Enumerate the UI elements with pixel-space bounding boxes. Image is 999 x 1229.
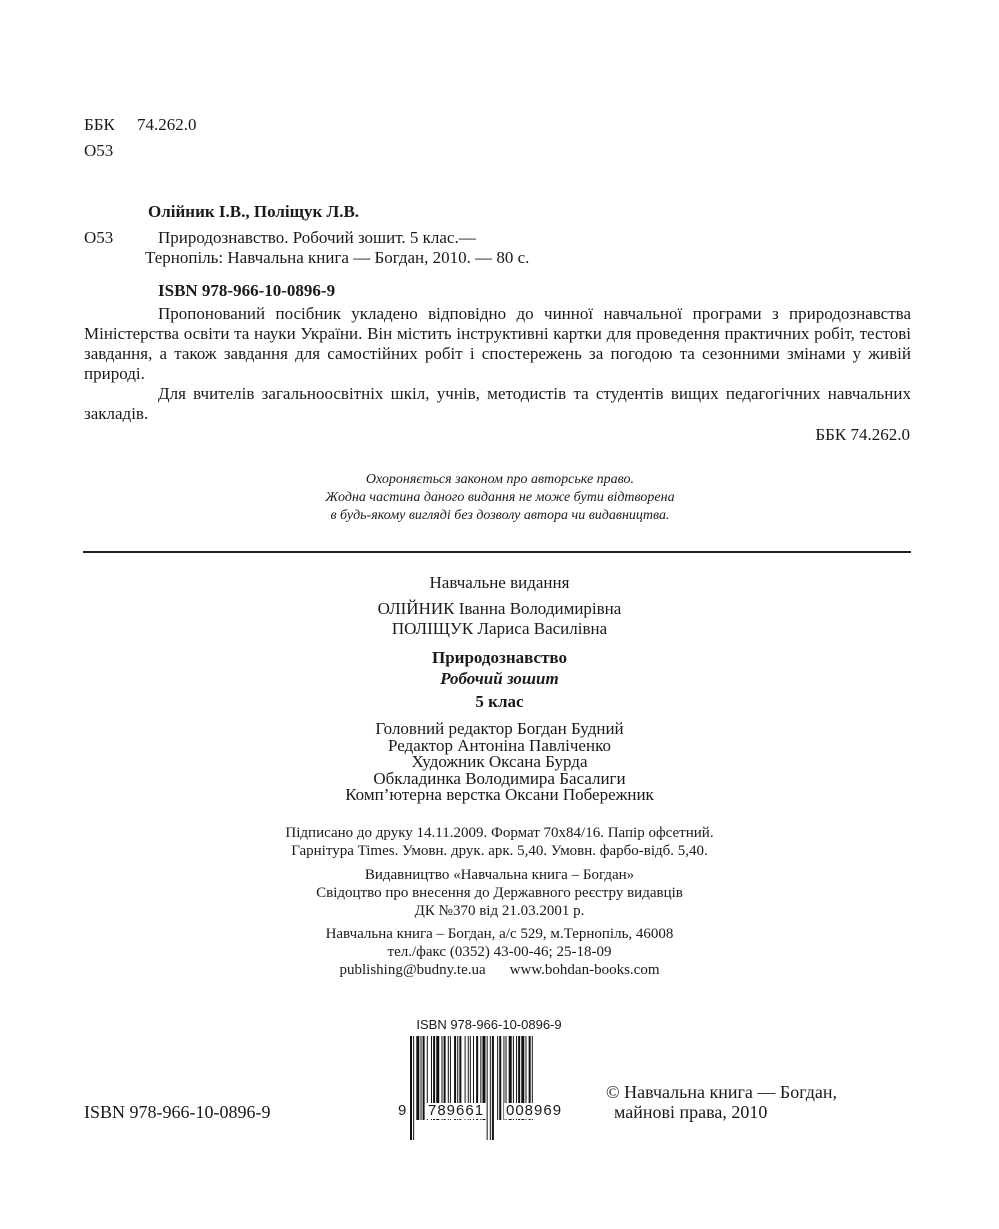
- print-info-1: Підписано до друку 14.11.2009. Формат 70х84/16. Папір офсетний.: [285, 825, 714, 841]
- book-grade: 5 клас: [475, 692, 524, 711]
- copyright-notice: Охороняється законом про авторське право. Жодна частина даного видання не може бути відтворена в будь-якому вигляді без дозволу автора чи видавництва.: [325, 472, 675, 523]
- phone: тел./факс (0352) 43-00-46; 25-18-09: [387, 944, 612, 960]
- catalog-publication: Тернопіль: Навчальна книга — Богдан, 2010. — 80 с.: [145, 248, 530, 267]
- divider: [83, 551, 911, 553]
- copyright-line-1: © Навчальна книга — Богдан,: [606, 1082, 837, 1102]
- staff-layout: Комп’ютерна верстка Оксани Побережник: [345, 785, 654, 804]
- email-link[interactable]: publishing@budny.te.ua: [339, 962, 486, 978]
- registry-1: Свідоцтво про внесення до Державного реєстру видавців: [316, 885, 683, 901]
- book-subtitle: Робочий зошит: [440, 669, 559, 688]
- catalog-isbn: ISBN 978-966-10-0896-9: [158, 281, 336, 300]
- author-code: О53: [84, 141, 114, 160]
- staff-chief-editor: Головний редактор Богдан Будний: [375, 719, 624, 738]
- barcode-bar-1: [413, 1036, 414, 1140]
- staff-editor: Редактор Антоніна Павліченко: [388, 735, 611, 755]
- isbn-left: ISBN 978-966-10-0896-9: [84, 1102, 271, 1122]
- website-link[interactable]: www.bohdan-books.com: [509, 962, 660, 978]
- barcode-digit-first: 9: [398, 1102, 407, 1119]
- publisher: Видавництво «Навчальна книга – Богдан»: [364, 867, 635, 883]
- barcode-bar-23: [487, 1036, 488, 1140]
- staff-artist: Художник Оксана Бурда: [411, 752, 588, 771]
- bbk-right: ББК 74.262.0: [815, 425, 910, 444]
- barcode-isbn: ISBN 978-966-10-0896-9: [416, 1017, 562, 1032]
- barcode-digits: [396, 1103, 582, 1123]
- audience: Для вчителів загальноосвітніх шкіл, учнів, методистів та студентів вищих педагогічних навчальних закладів.: [84, 384, 911, 423]
- annotation: Пропонований посібник укладено відповідно до чинної навчальної програми з природознавства Міністерства освіти та науки України. Він містить інструктивні картки для проведення практичних робіт, тестові завдання, а також завдання для самостійних робіт і спостережень за погодою та сезонними змінами у живій природі.: [84, 304, 911, 383]
- contacts: [0, 961, 999, 979]
- copyright-line-2: майнові права, 2010: [614, 1102, 768, 1122]
- staff-cover: Обкладинка Володимира Басалиги: [373, 768, 626, 788]
- barcode-digits-left: 789661: [428, 1102, 485, 1119]
- print-info-2: Гарнітура Times. Умовн. друк. арк. 5,40. Умовн. фарбо-відб. 5,40.: [291, 843, 708, 859]
- catalog-code: О53: [84, 228, 114, 247]
- barcode-bar-0: [410, 1036, 412, 1140]
- author-full-1: ОЛІЙНИК Іванна Володимирівна: [377, 599, 622, 618]
- address: Навчальна книга – Богдан, а/с 529, м.Тернопіль, 46008: [325, 926, 674, 942]
- barcode-bar-25: [492, 1036, 494, 1140]
- registry-2: ДК №370 від 21.03.2001 р.: [414, 903, 585, 919]
- barcode: [396, 1017, 582, 1127]
- barcode-bars: [408, 1036, 572, 1140]
- barcode-digits-right: 008969: [506, 1102, 563, 1119]
- bbk-label: ББК: [84, 115, 115, 134]
- book-title: Природознавство: [431, 648, 567, 667]
- barcode-bar-24: [490, 1036, 491, 1140]
- staff-list: [0, 721, 999, 804]
- catalog-authors: Олійник І.В., Поліщук Л.В.: [148, 202, 360, 221]
- bbk-code: 74.262.0: [137, 115, 197, 134]
- author-full-2: ПОЛІЩУК Лариса Василівна: [391, 619, 608, 638]
- edition-type: Навчальне видання: [429, 573, 570, 592]
- catalog-title: Природознавство. Робочий зошит. 5 клас.—: [158, 228, 476, 247]
